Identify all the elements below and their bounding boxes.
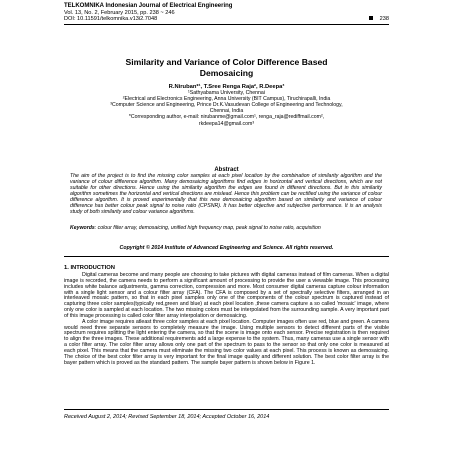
- abstract-text: The aim of the project is to find the missing color samples at each pixel location by the combination of similarity algorithm and the variance of colour difference algorithm. Many demosaicing algorithms find edges in horizontal and vertical directions, which are not suitable for other directions. Hence using the similarity algorithm the edges are found in different directions. But in this similarity algorithm sometimes the horizontal and vertical directions are mislead. Hence this problem can be rectified using the variance of colour difference algorithm. It is proved experimentally that this new demosaicing algorithm based on similarity and variance of colour difference has better colour peak signal to noise ratio (CPSNR). It has better objective and subjective performance. It is an analysis study of both similarity and colour variance algorithms.: [70, 173, 382, 215]
- volume-info: Vol. 13, No. 2, February 2015, pp. 238 ~ 246: [64, 9, 175, 16]
- author-names: R.Niruban*¹, T.Sree Renga Raja², R.Deepa³: [168, 84, 285, 90]
- paragraph: Digital cameras become and many people are choosing to take pictures with digital cameras instead of film cameras. When a digital image is recorded, the camera needs to perform a significant amount of processing to provide the user a viewable image. This processing includes white balance adjustments, gamma correction, compression and more. Most consumer digital cameras capture colour information with a single light sensor and a colour filter array (CFA). The CFA is composed by a set of spectrally selective filters, arranged in an interleaved mosaic pattern, so that in each pixel samples only one of the components of the colour spectrum is captured instead of capturing three color samples(typically red,green and blue) at each pixel location ,these camera capture a so called 'mosaic' image, where only one color is sampled at each location. The two missing colors must be interpolated from the surrounding sample. A very important part of this image processing is called color filter array interpolation or demosaicing.: [64, 272, 389, 319]
- keywords-text: : colour filter array, demosaicing, unified high frequency map, peak signal to noise ratio, acquisition: [94, 225, 321, 231]
- running-header: [64, 3, 389, 23]
- copyright-rule: [64, 256, 389, 257]
- affiliation-2: ²Electrical and Electronics Engineering, Anna University (BIT Campus), Tiruchirapalli, India: [122, 96, 331, 103]
- header-rule: [64, 24, 389, 25]
- affiliation-3b: Chennai, India: [209, 108, 244, 115]
- paper-title: Similarity and Variance of Color Difference Based Demosaicing: [125, 57, 328, 78]
- keywords: [70, 226, 382, 232]
- doi: DOI: 10.11591/telkomnika.v13i2.7048: [64, 16, 158, 23]
- email-line-1: *Corresponding author, e-mail: nirubanme@gmail.com¹, renga_raja@rediffmail.com²,: [128, 114, 325, 121]
- received-dates: Received August 2, 2014; Revised September 18, 2014; Accepted October 16, 2014: [64, 414, 270, 420]
- email-line-2: rkdeepa14@gmail.com³: [198, 120, 255, 127]
- section-heading: 1. INTRODUCTION: [64, 265, 115, 271]
- journal-name: TELKOMNIKA Indonesian Journal of Electrical Engineering: [64, 3, 233, 9]
- page-number: 238: [369, 16, 389, 23]
- affiliation-1: ¹Sathyabama University, Chennai: [188, 90, 265, 97]
- introduction-body: [64, 273, 389, 367]
- footer-rule: [64, 409, 389, 410]
- square-bullet-icon: [369, 16, 373, 20]
- author-block: [64, 84, 389, 127]
- copyright: Copyright © 2014 Institute of Advanced Engineering and Science. All rights reserved.: [119, 245, 334, 251]
- paragraph: A color image requires atleast three color samples at each pixel location. Computer images often use red, blue and green. A camera would need three separate sensors to completely measure the image. Using multiple sensors to detect different parts of the visible spectrum requires splitting the light entering the camera, so that the scene is image onto each sensor. Precise registration is then required to align the three images. These additional requirements add a large expense to the system. Thus, many cameras use a single sensor with a color filter array. The color filter array allows only one part of the spectrum to pass to the sensor so that only one color is measured at each pixel. This means that the camera must eliminate the missing two color values at each pixel. This process is known as demosaicing. The choice of the best color filter array is very important for the final image quality and different solution. The best color filter array is the bayer pattern which is proved as the standard pattern. The sample bayer pattern is shown below in Figure 1.: [64, 318, 389, 366]
- affiliation-3: ³Computer Science and Engineering, Prince Dr.K.Vasudevan College of Engineering and Technology,: [110, 102, 343, 109]
- keywords-label: Keywords: [70, 225, 95, 231]
- abstract-heading: Abstract: [214, 167, 239, 173]
